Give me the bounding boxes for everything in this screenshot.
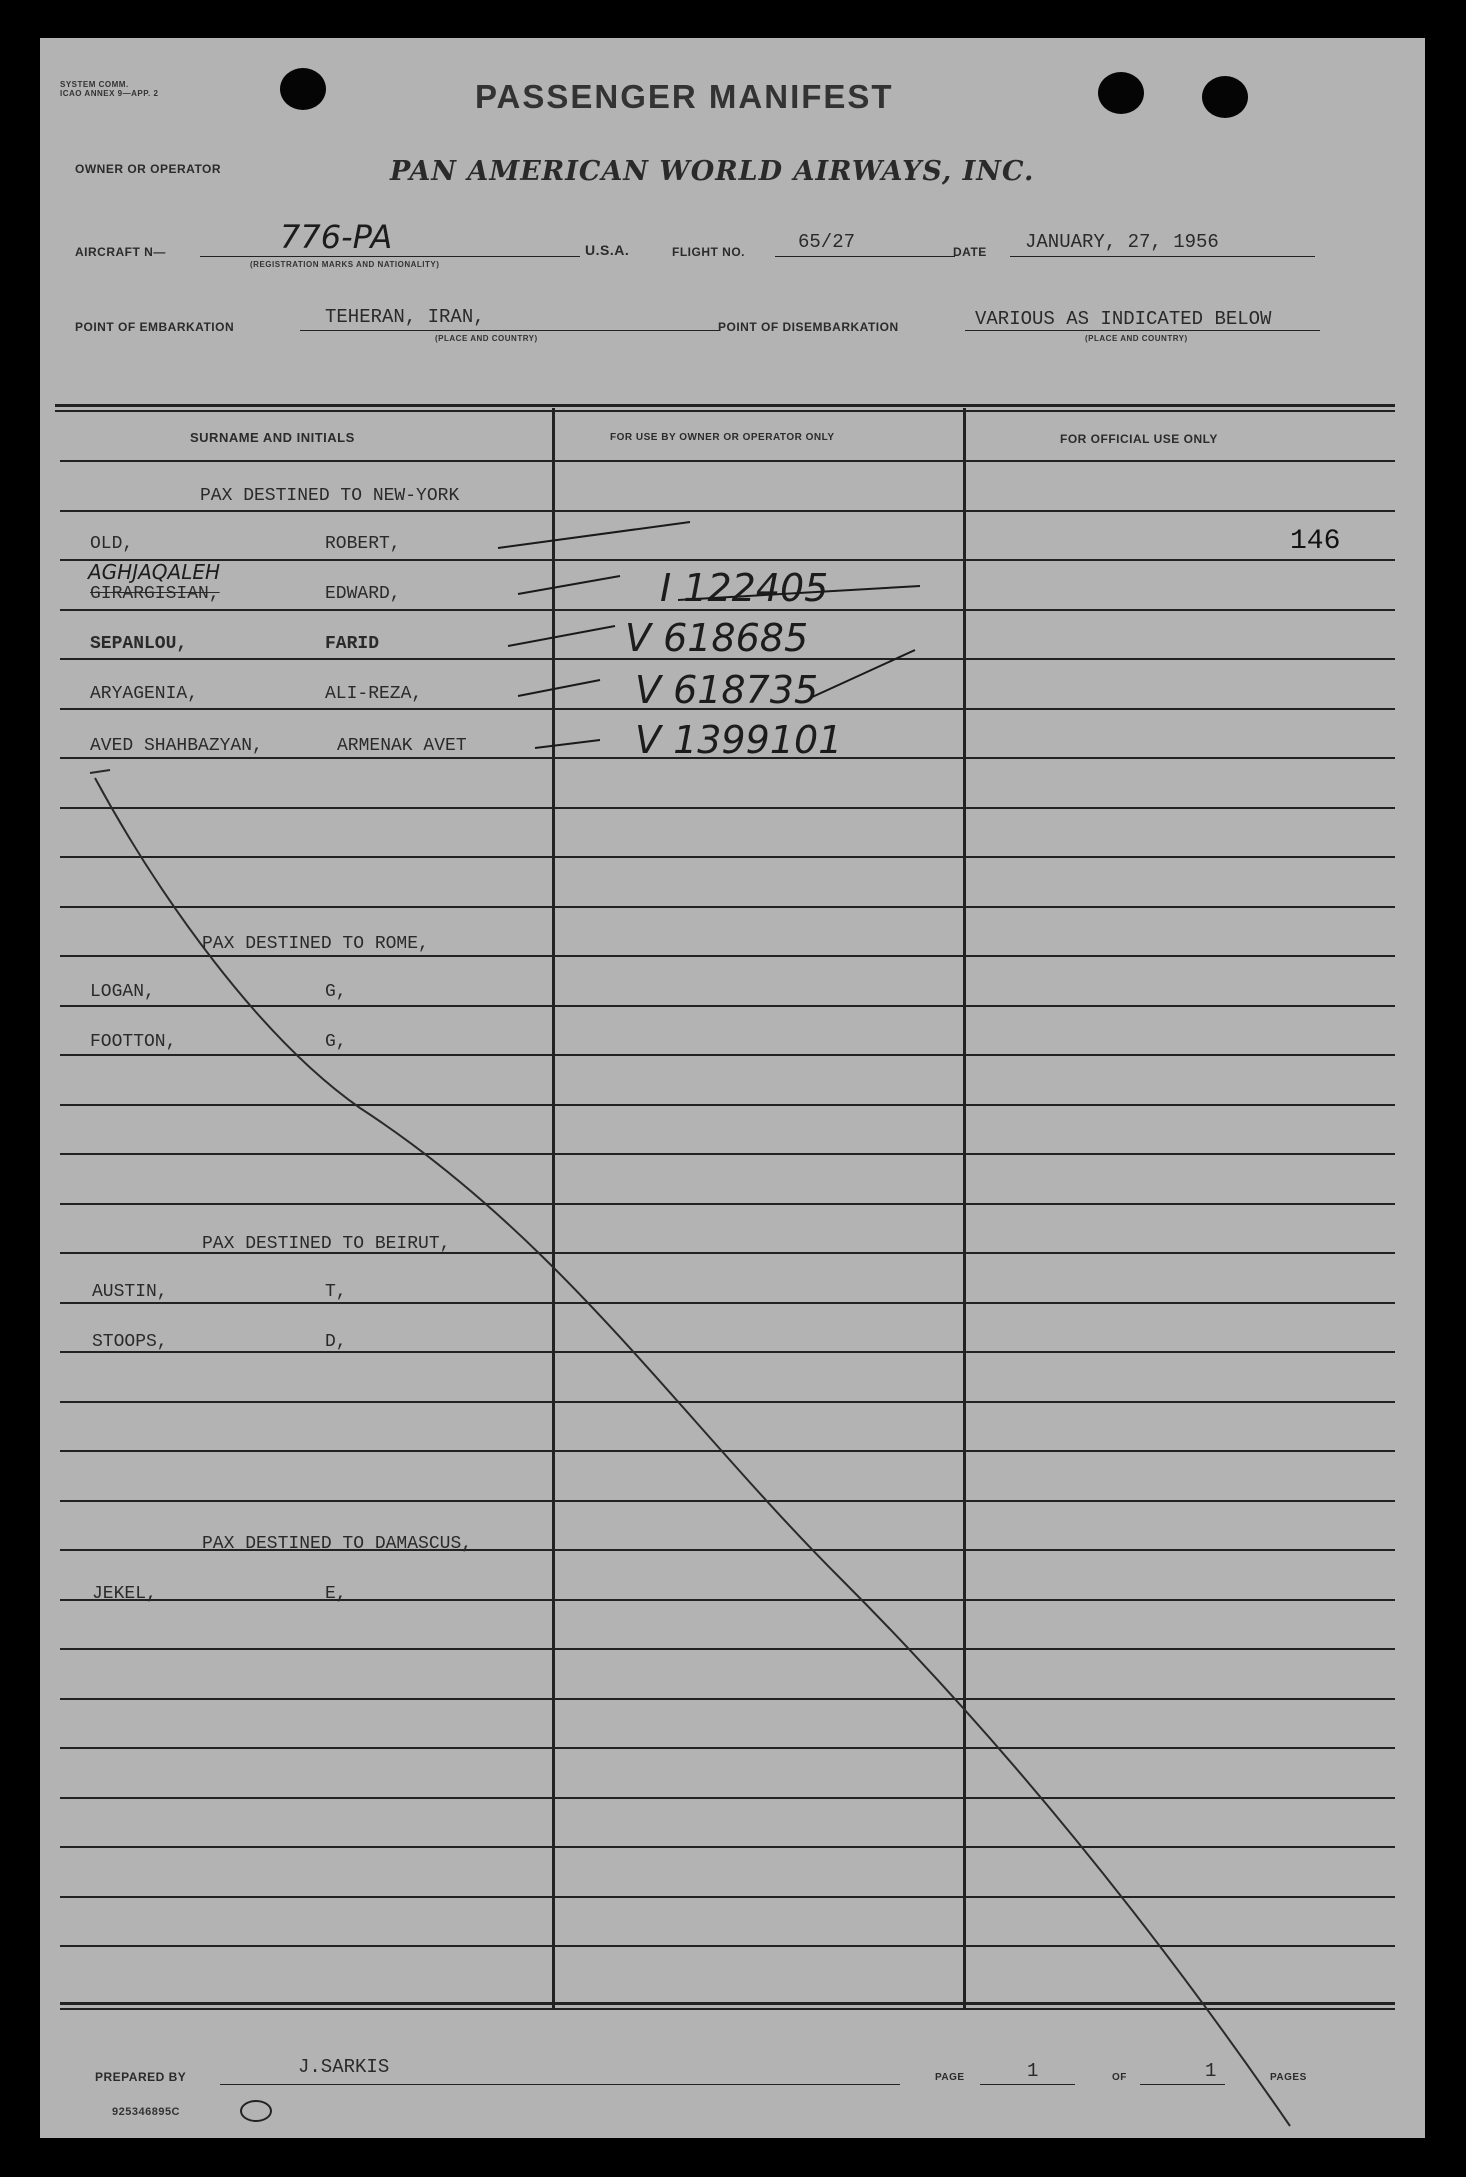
operator-note: I 122405 <box>660 566 829 610</box>
surname: SEPANLOU, <box>90 634 188 654</box>
flight-label: FLIGHT NO. <box>672 245 745 259</box>
page-underline <box>980 2084 1075 2085</box>
page-label: PAGE <box>935 2072 965 2083</box>
initials: ALI-REZA, <box>325 684 423 704</box>
operator-dash <box>518 680 600 696</box>
manifest-sheet <box>40 38 1425 2138</box>
usa-label: U.S.A. <box>585 242 630 258</box>
page-title: PASSENGER MANIFEST <box>475 78 894 115</box>
system-stamp-line2: ICAO ANNEX 9—APP. 2 <box>60 89 159 98</box>
initials: G, <box>325 1032 347 1052</box>
embark-label: POINT OF EMBARKATION <box>75 320 235 334</box>
date-value: JANUARY, 27, 1956 <box>1025 231 1219 253</box>
operator-dash <box>810 650 915 698</box>
surname: OLD, <box>90 534 134 554</box>
col-header-surname: SURNAME AND INITIALS <box>190 430 355 445</box>
flight-value: 65/27 <box>798 231 856 253</box>
of-underline <box>1140 2084 1225 2085</box>
operator-note: V 618735 <box>635 668 819 712</box>
operator-dash <box>678 586 920 600</box>
operator-dash <box>508 626 615 646</box>
surname: ARYAGENIA, <box>90 684 199 704</box>
embark-value: TEHERAN, IRAN, <box>325 306 485 328</box>
operator-note: V 1399101 <box>635 718 843 762</box>
aircraft-label: AIRCRAFT N— <box>75 245 166 259</box>
aircraft-sub: (REGISTRATION MARKS AND NATIONALITY) <box>250 260 440 269</box>
operator-dash <box>498 522 690 548</box>
surname: AVED SHAHBAZYAN, <box>90 736 263 756</box>
prepared-label: PREPARED BY <box>95 2070 187 2084</box>
initials: T, <box>325 1282 347 1302</box>
col-header-operator: FOR USE BY OWNER OR OPERATOR ONLY <box>610 432 835 443</box>
initials: ROBERT, <box>325 534 401 554</box>
surname: GIRARGISIAN, <box>90 584 220 604</box>
group-heading-beirut: PAX DESTINED TO BEIRUT, <box>202 1234 451 1254</box>
initials: EDWARD, <box>325 584 401 604</box>
operator-dash <box>535 740 600 748</box>
surname-correction: AGHJAQALEH <box>88 560 221 584</box>
prepared-value: J.SARKIS <box>298 2056 390 2078</box>
diagonal-strike <box>95 778 1290 2126</box>
page-value: 1 <box>1027 2060 1039 2082</box>
pages-label: PAGES <box>1270 2072 1307 2083</box>
aircraft-value: 776-PA <box>280 218 393 256</box>
embark-sub: (PLACE AND COUNTRY) <box>435 334 538 343</box>
date-label: DATE <box>953 245 987 259</box>
strike-tick <box>90 770 110 773</box>
official-note: 146 <box>1290 526 1341 557</box>
initials: G, <box>325 982 347 1002</box>
operator-dash <box>518 576 620 594</box>
disembark-value: VARIOUS AS INDICATED BELOW <box>975 308 1272 330</box>
surname: LOGAN, <box>90 982 155 1002</box>
union-bug-icon <box>240 2100 272 2122</box>
disembark-sub: (PLACE AND COUNTRY) <box>1085 334 1188 343</box>
form-number: 925346895C <box>112 2106 181 2118</box>
surname: AUSTIN, <box>92 1282 168 1302</box>
of-label: OF <box>1112 2072 1127 2083</box>
system-stamp-line1: SYSTEM COMM. <box>60 80 129 89</box>
owner-label: OWNER OR OPERATOR <box>75 162 222 176</box>
of-value: 1 <box>1205 2060 1217 2082</box>
prepared-underline <box>220 2084 900 2085</box>
owner-value: PAN AMERICAN WORLD AIRWAYS, INC. <box>390 156 1035 187</box>
initials: ARMENAK AVET <box>337 736 467 756</box>
surname: FOOTTON, <box>90 1032 177 1052</box>
initials: D, <box>325 1332 347 1352</box>
surname: STOOPS, <box>92 1332 168 1352</box>
surname: JEKEL, <box>92 1584 157 1604</box>
operator-note: V 618685 <box>625 616 809 660</box>
col-header-official: FOR OFFICIAL USE ONLY <box>1060 432 1218 446</box>
disembark-label: POINT OF DISEMBARKATION <box>718 320 899 334</box>
group-heading-damascus: PAX DESTINED TO DAMASCUS, <box>202 1534 473 1554</box>
initials: E, <box>325 1584 347 1604</box>
group-heading-rome: PAX DESTINED TO ROME, <box>202 934 429 954</box>
pen-strokes <box>40 38 1425 2138</box>
initials: FARID <box>325 634 380 654</box>
group-heading-new-york: PAX DESTINED TO NEW-YORK <box>200 486 460 506</box>
